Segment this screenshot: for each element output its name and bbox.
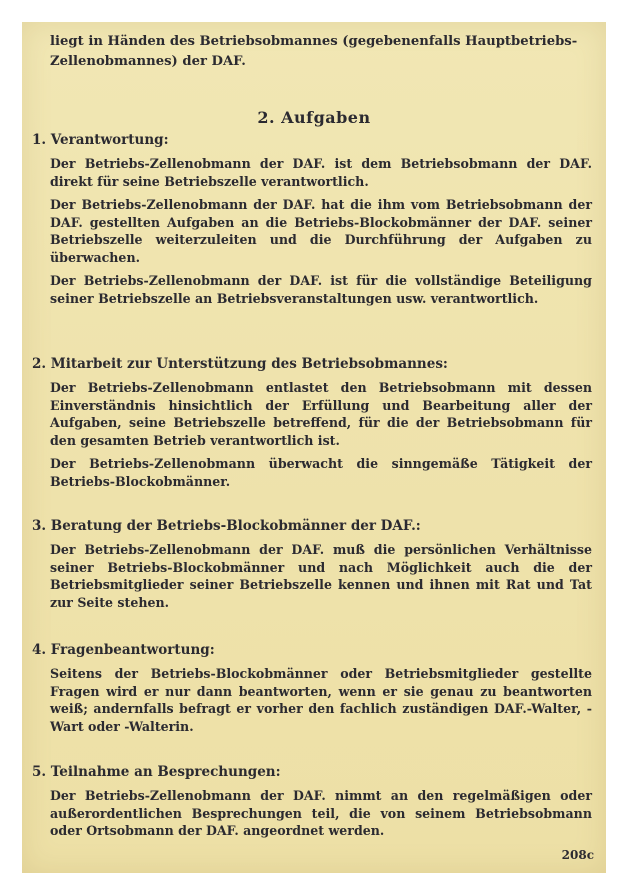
paragraph: Der Betriebs-Zellenobmann der DAF. ist für die vollständige Beteiligung seiner Betriebszelle an Betriebsveranstaltungen usw. verantwortlich. <box>50 273 592 306</box>
paragraph: Der Betriebs-Zellenobmann der DAF. ist dem Betriebsobmann der DAF. direkt für seine Betriebszelle verantwortlich. <box>50 156 592 189</box>
paragraph: Der Betriebs-Zellenobmann entlastet den Betriebsobmann mit dessen Einverständnis hinsichtlich der Erfüllung und Bearbeitung aller der Aufgaben, seine Betriebszelle betreffend, für die der Betriebsobmann für den gesamten Betrieb verantwortlich ist. <box>50 380 592 448</box>
intro-text: liegt in Händen des Betriebsobmannes (gegebenenfalls Hauptbetriebs-Zellenobmannes) der DAF. <box>50 34 578 69</box>
paragraph: Der Betriebs-Zellenobmann überwacht die sinngemäße Tätigkeit der Betriebs-Blockobmänner. <box>50 456 592 489</box>
section-verantwortung <box>32 130 594 313</box>
document-page <box>22 22 606 873</box>
section-title: 2. Aufgaben <box>257 108 371 127</box>
section-heading: 5. Teilnahme an Besprechungen: <box>32 764 281 780</box>
paragraph: Der Betriebs-Zellenobmann der DAF. muß die persönlichen Verhältnisse seiner Betriebs-Blockobmänner und nach Möglichkeit auch die der Betriebsmitglieder seiner Betriebszelle kennen und ihnen mit Rat und Tat zur Seite stehen. <box>50 542 592 610</box>
section-heading: 3. Beratung der Betriebs-Blockobmänner der DAF.: <box>32 518 421 534</box>
section-mitarbeit <box>32 354 594 496</box>
paragraph: Seitens der Betriebs-Blockobmänner oder Betriebsmitglieder gestellte Fragen wird er nur dann beantworten, wenn er sie genau zu beantworten weiß; andernfalls befragt er vorher den fachlich zuständigen DAF.-Walter, -Wart oder -Walterin. <box>50 666 592 734</box>
section-heading: 4. Fragenbeantwortung: <box>32 642 215 658</box>
paragraph: Der Betriebs-Zellenobmann der DAF. nimmt an den regelmäßigen oder außerordentlichen Besprechungen teil, die von seinem Betriebsobmann oder Ortsobmann der DAF. angeordnet werden. <box>50 788 592 838</box>
paragraph: Der Betriebs-Zellenobmann der DAF. hat die ihm vom Betriebsobmann der DAF. gestellten Aufgaben an die Betriebs-Blockobmänner der DAF. seiner Betriebszelle weiterzuleiten und die Durchführung der Aufgaben zu überwachen. <box>50 197 592 265</box>
section-beratung <box>32 516 594 617</box>
section-fragenbeantwortung <box>32 640 594 741</box>
section-heading: 1. Verantwortung: <box>32 132 169 148</box>
page-number: 208c <box>561 848 594 862</box>
section-besprechungen <box>32 762 594 846</box>
section-heading: 2. Mitarbeit zur Unterstützung des Betriebsobmannes: <box>32 356 448 372</box>
